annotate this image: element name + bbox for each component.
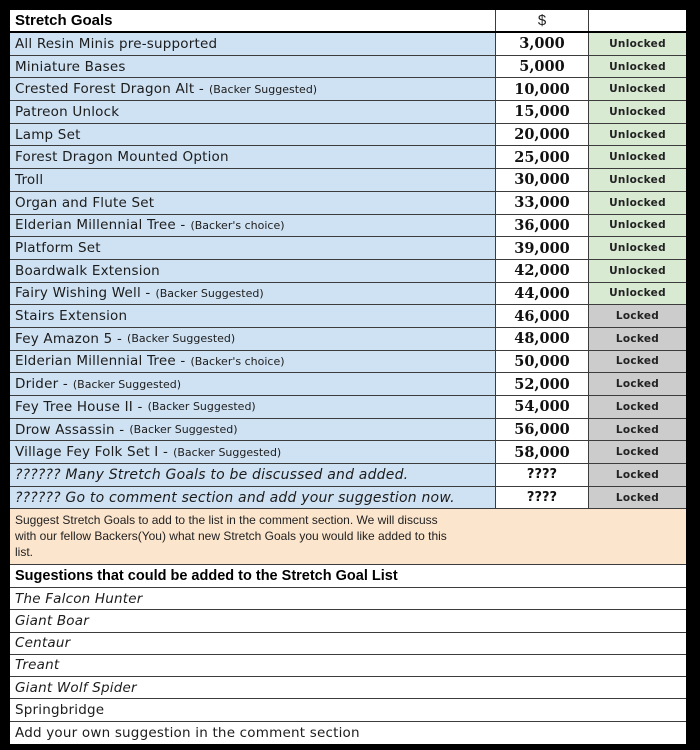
goal-amount: 33,000 — [514, 194, 570, 212]
goal-amount-cell — [495, 215, 588, 237]
goal-amount-cell — [495, 260, 588, 282]
status-badge: Unlocked — [609, 105, 666, 118]
goal-name: Patreon Unlock — [15, 103, 120, 120]
goal-status-cell — [588, 101, 686, 123]
table-row — [10, 56, 686, 79]
table-row — [10, 33, 686, 56]
goal-name: Crested Forest Dragon Alt - — [15, 81, 204, 98]
goal-name: Drider - — [15, 376, 68, 393]
goal-name-cell — [10, 101, 495, 123]
goal-amount: 42,000 — [514, 262, 570, 280]
goal-amount-cell — [495, 419, 588, 441]
goal-name: Village Fey Folk Set I - — [15, 444, 169, 461]
goal-name: All Resin Minis pre-supported — [15, 35, 218, 52]
goal-amount: 54,000 — [514, 398, 570, 416]
goal-amount: 52,000 — [514, 375, 570, 393]
status-column-header — [588, 10, 686, 31]
goal-amount: 44,000 — [514, 284, 570, 302]
table-row — [10, 192, 686, 215]
goal-status-cell — [588, 237, 686, 259]
goal-status-cell — [588, 351, 686, 373]
goal-amount-cell — [495, 373, 588, 395]
goal-status-cell — [588, 441, 686, 463]
goal-name: Troll — [15, 171, 44, 188]
goal-name: Stairs Extension — [15, 308, 128, 325]
goal-amount: 46,000 — [514, 307, 570, 325]
goal-amount: 58,000 — [514, 443, 570, 461]
goal-amount: ???? — [526, 490, 558, 506]
status-badge: Unlocked — [609, 60, 666, 73]
goal-amount-cell — [495, 33, 588, 55]
goal-name-cell — [10, 146, 495, 168]
table-row — [10, 78, 686, 101]
goal-amount-cell — [495, 78, 588, 100]
status-badge: Locked — [615, 332, 660, 345]
goal-name: Boardwalk Extension — [15, 262, 160, 279]
goal-name-cell — [10, 260, 495, 282]
goal-amount-cell — [495, 101, 588, 123]
table-row — [10, 260, 686, 283]
goal-status-cell — [588, 419, 686, 441]
status-badge: Unlocked — [609, 173, 666, 186]
goal-subnote: (Backer Suggested) — [147, 400, 256, 414]
table-row — [10, 419, 686, 442]
status-badge: Unlocked — [609, 264, 666, 277]
status-badge: Locked — [615, 446, 660, 459]
status-badge: Unlocked — [609, 83, 666, 96]
table-row — [10, 373, 686, 396]
suggestion-item: The Falcon Hunter — [10, 588, 686, 610]
goal-amount: 3,000 — [519, 35, 565, 53]
goal-amount: 25,000 — [514, 148, 570, 166]
table-header-row — [10, 10, 686, 33]
goal-name-cell — [10, 33, 495, 55]
goal-amount: 36,000 — [514, 216, 570, 234]
goal-status-cell — [588, 33, 686, 55]
goal-name: ?????? Go to comment section and add your suggestion now. — [15, 489, 455, 506]
goal-amount-cell — [495, 283, 588, 305]
stretch-goals-table — [8, 8, 688, 746]
goal-amount-cell — [495, 441, 588, 463]
goal-name: Forest Dragon Mounted Option — [15, 149, 229, 166]
goal-status-cell — [588, 464, 686, 486]
goal-name-cell — [10, 487, 495, 509]
goal-name-cell — [10, 464, 495, 486]
goal-subnote: (Backer Suggested) — [72, 377, 182, 391]
goal-status-cell — [588, 305, 686, 327]
goal-name: Fey Amazon 5 - — [15, 330, 123, 347]
goal-subnote: (Backer Suggested) — [127, 332, 236, 346]
goal-rows-container — [10, 33, 686, 509]
goal-name: ?????? Many Stretch Goals to be discussed and added. — [15, 466, 409, 483]
goal-subnote: (Backer's choice) — [190, 218, 285, 232]
status-badge: Locked — [615, 355, 660, 368]
status-badge: Locked — [615, 378, 660, 391]
goal-subnote: (Backer Suggested) — [129, 423, 238, 437]
goal-name: Organ and Flute Set — [15, 194, 155, 211]
status-badge: Unlocked — [609, 219, 666, 232]
status-badge: Unlocked — [609, 37, 666, 50]
goal-amount-cell — [495, 351, 588, 373]
table-row — [10, 328, 686, 351]
status-badge: Locked — [615, 491, 660, 504]
status-badge: Unlocked — [609, 128, 666, 141]
goal-amount: 56,000 — [514, 421, 570, 439]
note-text: Suggest Stretch Goals to add to the list in the comment section. We will discuss with our fellow Backers(You) what new Stretch Goals you would like added to this list. — [15, 513, 447, 560]
suggestion-item: Add your own suggestion in the comment section — [10, 722, 686, 744]
suggestion-item: Giant Boar — [10, 610, 686, 632]
goal-name-cell — [10, 283, 495, 305]
goal-status-cell — [588, 283, 686, 305]
goal-amount: 48,000 — [514, 330, 570, 348]
goal-amount-cell — [495, 328, 588, 350]
goal-amount: 5,000 — [519, 58, 565, 76]
table-row — [10, 237, 686, 260]
suggestion-item: Springbridge — [10, 699, 686, 721]
table-row — [10, 396, 686, 419]
goal-name: Drow Assassin - — [15, 421, 125, 438]
status-badge: Unlocked — [609, 196, 666, 209]
goal-amount-cell — [495, 56, 588, 78]
goal-name-cell — [10, 215, 495, 237]
goal-amount: 15,000 — [514, 103, 570, 121]
goal-status-cell — [588, 487, 686, 509]
goal-name-cell — [10, 373, 495, 395]
goal-name-cell — [10, 78, 495, 100]
goal-name-cell — [10, 351, 495, 373]
goal-name-cell — [10, 169, 495, 191]
goal-amount: 50,000 — [514, 352, 570, 370]
table-row — [10, 124, 686, 147]
table-row — [10, 283, 686, 306]
table-row — [10, 169, 686, 192]
status-badge: Locked — [615, 468, 660, 481]
table-row — [10, 464, 686, 487]
goal-amount-cell — [495, 146, 588, 168]
amount-column-header: $ — [495, 10, 588, 31]
table-row — [10, 351, 686, 374]
goal-amount-cell — [495, 305, 588, 327]
note-box — [10, 509, 686, 564]
status-badge: Locked — [615, 310, 660, 323]
goal-amount: 10,000 — [514, 80, 570, 98]
goal-amount-cell — [495, 192, 588, 214]
goal-amount-cell — [495, 396, 588, 418]
table-row — [10, 441, 686, 464]
table-row — [10, 101, 686, 124]
goal-name-cell — [10, 305, 495, 327]
suggestion-item: Giant Wolf Spider — [10, 677, 686, 699]
goal-amount-cell — [495, 124, 588, 146]
goal-status-cell — [588, 215, 686, 237]
goal-status-cell — [588, 124, 686, 146]
goal-amount: 30,000 — [514, 171, 570, 189]
goal-name-cell — [10, 56, 495, 78]
goal-status-cell — [588, 328, 686, 350]
goal-amount-cell — [495, 169, 588, 191]
status-badge: Locked — [615, 423, 660, 436]
table-row — [10, 487, 686, 510]
suggestion-item: Centaur — [10, 633, 686, 655]
status-badge: Unlocked — [609, 242, 666, 255]
goal-status-cell — [588, 396, 686, 418]
goal-amount: 39,000 — [514, 239, 570, 257]
goal-amount: ???? — [526, 467, 558, 483]
goal-subnote: (Backer Suggested) — [208, 82, 318, 96]
table-row — [10, 146, 686, 169]
goal-status-cell — [588, 56, 686, 78]
goal-name: Elderian Millennial Tree - — [15, 217, 186, 234]
goal-name-cell — [10, 441, 495, 463]
goal-name: Fey Tree House II - — [15, 398, 143, 415]
goal-status-cell — [588, 192, 686, 214]
table-row — [10, 305, 686, 328]
goal-name: Miniature Bases — [15, 58, 126, 75]
goal-status-cell — [588, 260, 686, 282]
goal-amount-cell — [495, 487, 588, 509]
goal-amount-cell — [495, 464, 588, 486]
goal-status-cell — [588, 169, 686, 191]
goal-subnote: (Backer's choice) — [190, 354, 285, 368]
suggestion-item: Treant — [10, 655, 686, 677]
goal-name-cell — [10, 237, 495, 259]
suggestions-list — [10, 588, 686, 744]
goal-status-cell — [588, 146, 686, 168]
goal-name-cell — [10, 328, 495, 350]
goal-name: Lamp Set — [15, 126, 81, 143]
status-badge: Locked — [615, 400, 660, 413]
goal-amount-cell — [495, 237, 588, 259]
goal-name: Platform Set — [15, 240, 101, 257]
table-title: Stretch Goals — [15, 12, 113, 29]
goal-status-cell — [588, 373, 686, 395]
goal-name: Fairy Wishing Well - — [15, 285, 151, 302]
goal-name-cell — [10, 124, 495, 146]
goal-name-cell — [10, 419, 495, 441]
table-row — [10, 215, 686, 238]
status-badge: Unlocked — [609, 287, 666, 300]
suggestions-header: Sugestions that could be added to the Stretch Goal List — [10, 565, 686, 588]
goal-status-cell — [588, 78, 686, 100]
status-badge: Unlocked — [609, 151, 666, 164]
goal-subnote: (Backer Suggested) — [173, 445, 282, 459]
goal-name: Elderian Millennial Tree - — [15, 353, 186, 370]
goal-name-cell — [10, 192, 495, 214]
goal-subnote: (Backer Suggested) — [155, 286, 264, 300]
goal-amount: 20,000 — [514, 126, 570, 144]
goal-name-cell — [10, 396, 495, 418]
